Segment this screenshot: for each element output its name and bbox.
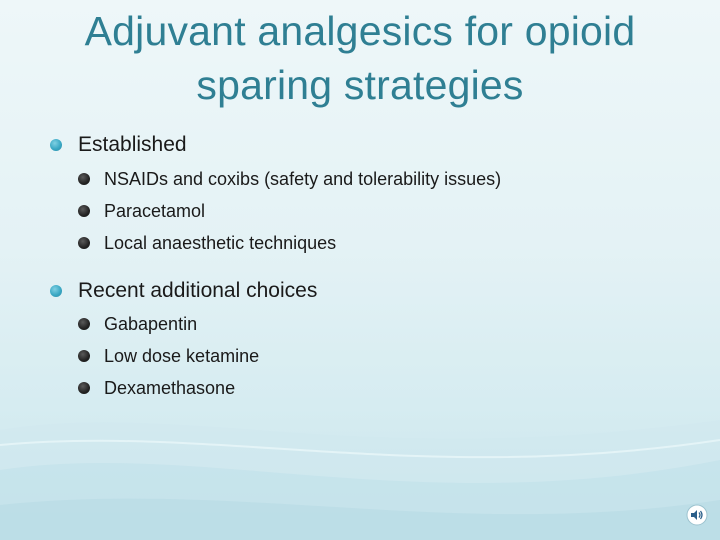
section-established xyxy=(50,130,187,160)
list-item-text: Low dose ketamine xyxy=(104,345,260,366)
list-item-text: Local anaesthetic techniques xyxy=(104,232,337,253)
list-item-text: Paracetamol xyxy=(104,200,206,221)
list-item xyxy=(78,166,501,192)
list-item xyxy=(78,230,336,256)
title-line-2: sparing strategies xyxy=(196,62,524,108)
list-item xyxy=(78,198,205,224)
section-recent-choices xyxy=(50,276,317,306)
list-item xyxy=(78,343,259,369)
list-item-text: Gabapentin xyxy=(104,313,198,334)
bullet-icon xyxy=(78,237,90,249)
title-line-1: Adjuvant analgesics for opioid xyxy=(84,8,636,54)
bullet-icon xyxy=(50,285,62,297)
speaker-icon[interactable] xyxy=(686,504,708,526)
bullet-icon xyxy=(78,318,90,330)
bullet-icon xyxy=(50,139,62,151)
list-item-text: NSAIDs and coxibs (safety and tolerability issues) xyxy=(104,168,502,189)
list-item xyxy=(78,311,197,337)
list-item-text: Dexamethasone xyxy=(104,377,236,398)
slide-title xyxy=(20,4,700,112)
bullet-icon xyxy=(78,350,90,362)
list-item xyxy=(78,375,235,401)
bullet-icon xyxy=(78,382,90,394)
section-heading: Established xyxy=(78,133,187,156)
section-heading: Recent additional choices xyxy=(78,279,318,302)
bullet-icon xyxy=(78,205,90,217)
bullet-icon xyxy=(78,173,90,185)
